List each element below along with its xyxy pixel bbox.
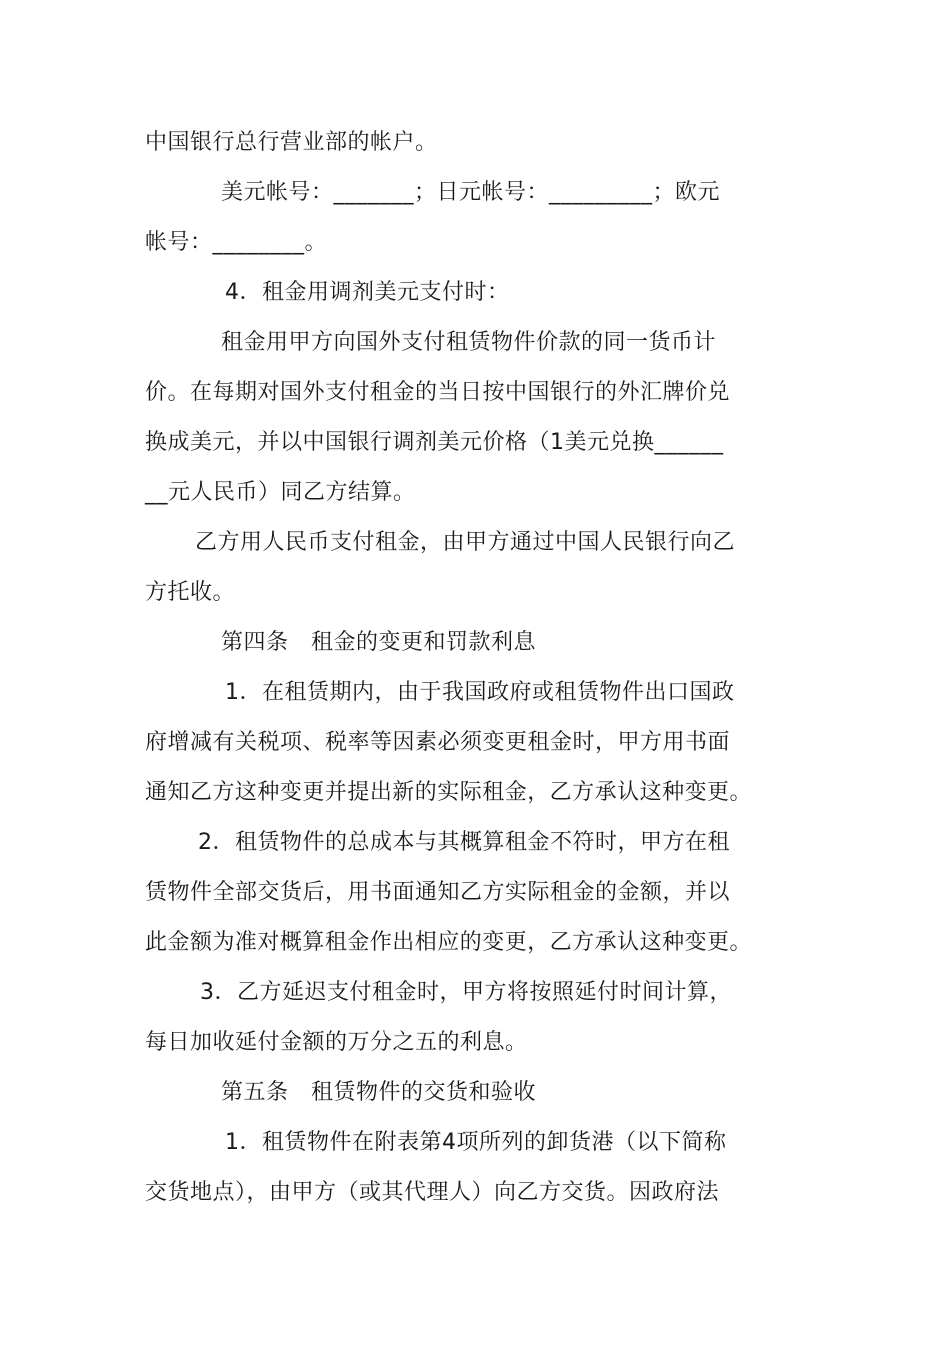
line-text: 第四条 租金的变更和罚款利息	[221, 630, 537, 655]
text-line	[0, 278, 950, 308]
line-text: 4．租金用调剂美元支付时：	[225, 280, 510, 305]
text-line	[0, 328, 950, 358]
line-text: 每日加收延付金额的万分之五的利息。	[145, 1030, 528, 1055]
line-text: 乙方用人民币支付租金，由甲方通过中国人民银行向乙	[195, 530, 736, 555]
line-text: 中国银行总行营业部的帐户。	[145, 130, 438, 155]
line-text: 换成美元，并以中国银行调剂美元价格（1美元兑换______	[145, 430, 724, 455]
line-text: 1．租赁物件在附表第4项所列的卸货港（以下简称	[225, 1130, 727, 1155]
text-line	[0, 778, 950, 808]
text-line	[0, 428, 950, 458]
text-line	[0, 228, 950, 258]
line-text: 美元帐号：_______；日元帐号：_________；欧元	[221, 180, 721, 205]
line-text: 府增减有关税项、税率等因素必须变更租金时，甲方用书面	[145, 730, 731, 755]
text-line	[0, 1128, 950, 1158]
text-line	[0, 1028, 950, 1058]
text-line	[0, 128, 950, 158]
text-line	[0, 178, 950, 208]
line-text: 1．在租赁期内，由于我国政府或租赁物件出口国政	[225, 680, 735, 705]
text-line	[0, 378, 950, 408]
section-heading	[0, 1078, 950, 1108]
line-text: 此金额为准对概算租金作出相应的变更，乙方承认这种变更。	[145, 930, 753, 955]
line-text: 交货地点），由甲方（或其代理人）向乙方交货。因政府法	[145, 1180, 720, 1205]
text-line	[0, 728, 950, 758]
text-line	[0, 478, 950, 508]
line-text: 赁物件全部交货后，用书面通知乙方实际租金的金额，并以	[145, 880, 731, 905]
section-heading	[0, 628, 950, 658]
text-line	[0, 828, 950, 858]
line-text: 方托收。	[145, 580, 236, 605]
text-line	[0, 528, 950, 558]
text-line	[0, 878, 950, 908]
line-text: 通知乙方这种变更并提出新的实际租金，乙方承认这种变更。	[145, 780, 753, 805]
text-line	[0, 928, 950, 958]
text-line	[0, 1178, 950, 1208]
text-line	[0, 678, 950, 708]
line-text: 租金用甲方向国外支付租赁物件价款的同一货币计	[221, 330, 717, 355]
line-text: 帐号：________。	[145, 230, 328, 255]
line-text: 价。在每期对国外支付租金的当日按中国银行的外汇牌价兑	[145, 380, 731, 405]
line-text: 2．租赁物件的总成本与其概算租金不符时，甲方在租	[198, 830, 730, 855]
text-line	[0, 978, 950, 1008]
text-line	[0, 578, 950, 608]
line-text: 3．乙方延迟支付租金时，甲方将按照延付时间计算，	[200, 980, 732, 1005]
line-text: __元人民币）同乙方结算。	[145, 480, 416, 505]
line-text: 第五条 租赁物件的交货和验收	[221, 1080, 537, 1105]
